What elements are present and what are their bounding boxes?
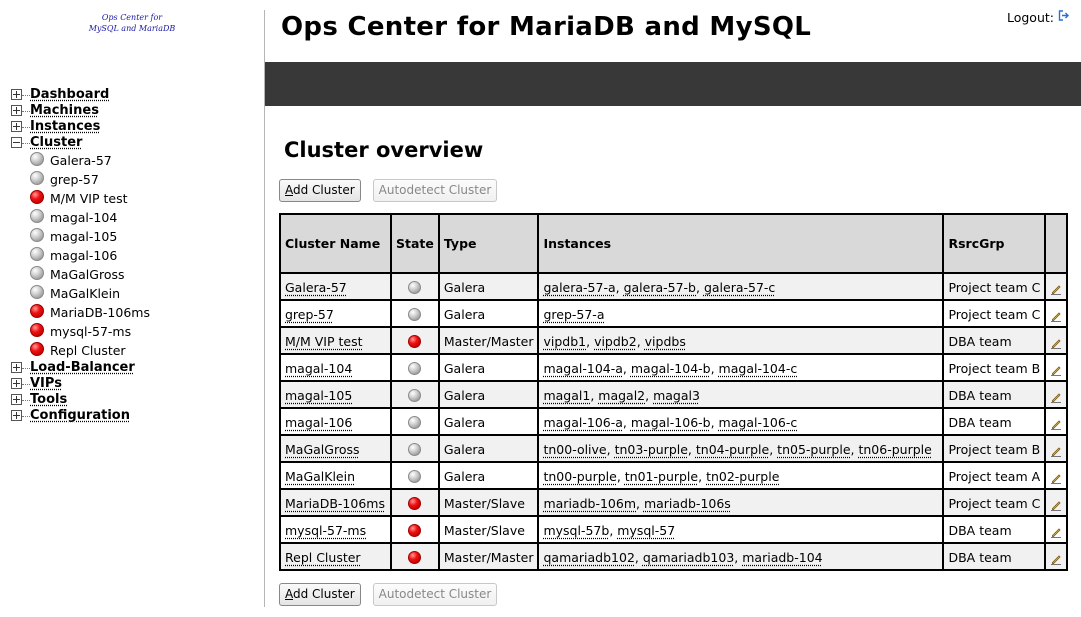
add-cluster-button-bottom[interactable] — [279, 583, 361, 606]
nav-item-load-balancer[interactable] — [10, 360, 260, 376]
pencil-icon[interactable] — [1050, 283, 1062, 295]
cluster-name-link[interactable]: mysql-57-ms — [285, 523, 367, 538]
cell-state — [391, 408, 439, 435]
nav-item-label: Load-Balancer — [30, 360, 135, 375]
table-row — [280, 354, 1067, 381]
button-row-bottom — [279, 583, 497, 606]
nav-item-label: Configuration — [30, 408, 130, 423]
instance-link[interactable]: magal2 — [598, 388, 646, 403]
instance-link[interactable]: magal-106-a — [543, 415, 623, 430]
cell-state — [391, 273, 439, 300]
main-content — [265, 0, 1081, 617]
table-body — [280, 273, 1067, 570]
instance-link[interactable]: magal-106-c — [718, 415, 798, 430]
nav-item-label: Machines — [30, 103, 99, 118]
cluster-tree-item-label: magal-104 — [50, 210, 118, 225]
tree-connector — [22, 368, 30, 369]
tree-connector — [22, 111, 30, 112]
instance-link[interactable]: vipdb2 — [594, 334, 637, 349]
cell-rsrcgrp: Project team C — [943, 273, 1045, 300]
cell-state — [391, 516, 439, 543]
tree-connector — [22, 384, 30, 385]
logo-line-2: MySQL and MariaDB — [88, 24, 176, 33]
instance-link[interactable]: tn05-purple — [777, 442, 851, 457]
cell-instances: mariadb-106m, mariadb-106s — [538, 489, 943, 516]
status-grey-icon — [30, 266, 44, 280]
instance-link[interactable]: mysql-57 — [617, 523, 676, 538]
cell-cluster-name — [280, 516, 391, 543]
instance-link[interactable]: magal-104-a — [543, 361, 623, 376]
cell-type: Galera — [439, 354, 539, 381]
cell-instances: tn00-purple, tn01-purple, tn02-purple — [538, 462, 943, 489]
tree-connector — [22, 143, 30, 144]
logo[interactable] — [82, 12, 182, 34]
status-grey-icon — [408, 308, 421, 321]
autodetect-cluster-button[interactable]: Autodetect Cluster — [373, 179, 498, 202]
cluster-name-link[interactable]: Repl Cluster — [285, 550, 361, 565]
instance-link[interactable]: qamariadb103 — [642, 550, 735, 565]
cluster-name-link[interactable]: MaGalKlein — [285, 469, 356, 484]
expand-toggle-icon[interactable] — [11, 89, 22, 100]
header-bar — [265, 62, 1081, 106]
table-row — [280, 489, 1067, 516]
status-grey-icon — [30, 209, 44, 223]
header-state: State — [391, 214, 439, 273]
instance-link[interactable]: magal-104-c — [718, 361, 798, 376]
pencil-icon[interactable] — [1050, 364, 1062, 376]
nav-item-label: Tools — [30, 392, 68, 407]
instance-link[interactable]: tn01-purple — [624, 469, 699, 484]
cell-instances: qamariadb102, qamariadb103, mariadb-104 — [538, 543, 943, 570]
logo-line-1: Ops Center for — [101, 13, 163, 22]
cell-cluster-name — [280, 354, 391, 381]
cell-type: Galera — [439, 300, 539, 327]
add-cluster-label-bottom: dd Cluster — [293, 587, 355, 601]
cluster-tree-item-label: magal-105 — [50, 229, 118, 244]
add-cluster-label: dd Cluster — [293, 183, 355, 197]
nav-item-label: VIPs — [30, 376, 62, 391]
add-cluster-button[interactable] — [279, 179, 361, 202]
status-red-icon — [30, 323, 44, 337]
cell-type: Master/Master — [439, 543, 539, 570]
logout-link[interactable] — [1007, 10, 1069, 25]
instance-link[interactable]: grep-57-a — [543, 307, 605, 322]
cell-state — [391, 489, 439, 516]
status-red-icon — [408, 497, 421, 510]
cell-rsrcgrp: DBA team — [943, 381, 1045, 408]
table-row — [280, 516, 1067, 543]
cell-type: Galera — [439, 408, 539, 435]
cell-instances: magal-106-a, magal-106-b, magal-106-c — [538, 408, 943, 435]
cluster-tree-item-label: Galera-57 — [50, 153, 112, 168]
cell-type: Master/Slave — [439, 516, 539, 543]
pencil-icon[interactable] — [1050, 472, 1062, 484]
cell-cluster-name — [280, 462, 391, 489]
cluster-tree-item[interactable] — [30, 151, 260, 170]
pencil-icon[interactable] — [1050, 337, 1062, 349]
status-grey-icon — [408, 281, 421, 294]
cell-type: Galera — [439, 462, 539, 489]
nav-item-label: Instances — [30, 119, 101, 134]
cell-edit — [1045, 489, 1067, 516]
instance-link[interactable]: mariadb-104 — [742, 550, 823, 565]
instance-link[interactable]: galera-57-b — [623, 280, 696, 295]
cell-cluster-name — [280, 543, 391, 570]
cell-state — [391, 300, 439, 327]
pencil-icon[interactable] — [1050, 526, 1062, 538]
cell-type: Master/Slave — [439, 489, 539, 516]
cell-instances: mysql-57b, mysql-57 — [538, 516, 943, 543]
button-row-top — [279, 179, 497, 202]
instance-link[interactable]: tn02-purple — [706, 469, 780, 484]
table-row — [280, 462, 1067, 489]
cluster-tree-item[interactable] — [30, 227, 260, 246]
expand-toggle-icon[interactable] — [11, 121, 22, 132]
nav-tree — [10, 87, 260, 424]
cell-edit — [1045, 408, 1067, 435]
instance-link[interactable]: vipdb1 — [543, 334, 587, 349]
cell-instances: vipdb1, vipdb2, vipdbs — [538, 327, 943, 354]
table-row — [280, 435, 1067, 462]
cell-instances: magal-104-a, magal-104-b, magal-104-c — [538, 354, 943, 381]
instance-link[interactable]: magal3 — [653, 388, 700, 403]
cell-type: Galera — [439, 381, 539, 408]
cluster-tree-item-label: MaGalGross — [50, 267, 125, 282]
status-grey-icon — [30, 228, 44, 242]
tree-connector — [22, 400, 30, 401]
status-grey-icon — [408, 443, 421, 456]
nav-item-machines[interactable] — [10, 103, 260, 119]
cluster-tree-item-label: MaGalKlein — [50, 286, 121, 301]
status-grey-icon — [30, 171, 44, 185]
status-red-icon — [408, 335, 421, 348]
cluster-tree-item-label: grep-57 — [50, 172, 99, 187]
cluster-tree-item[interactable] — [30, 189, 260, 208]
pencil-icon[interactable] — [1050, 418, 1062, 430]
table-row — [280, 300, 1067, 327]
expand-toggle-icon[interactable] — [11, 378, 22, 389]
status-grey-icon — [30, 152, 44, 166]
header-type: Type — [439, 214, 539, 273]
table-row — [280, 381, 1067, 408]
instance-link[interactable]: mariadb-106s — [643, 496, 731, 511]
cluster-name-link[interactable]: MariaDB-106ms — [285, 496, 385, 511]
table-row — [280, 543, 1067, 570]
cell-state — [391, 381, 439, 408]
status-red-icon — [408, 551, 421, 564]
cell-type: Master/Master — [439, 327, 539, 354]
cell-cluster-name — [280, 489, 391, 516]
cell-state — [391, 327, 439, 354]
expand-toggle-icon[interactable] — [11, 394, 22, 405]
cell-cluster-name — [280, 408, 391, 435]
nav-item-tools[interactable] — [10, 392, 260, 408]
header-rsrcgrp: RsrcGrp — [943, 214, 1045, 273]
tree-connector — [22, 95, 30, 96]
status-red-icon — [408, 524, 421, 537]
cell-edit — [1045, 516, 1067, 543]
cluster-tree-item[interactable] — [30, 341, 260, 360]
sidebar — [0, 0, 264, 617]
logout-arrow-icon[interactable] — [1058, 10, 1069, 21]
cluster-tree-item[interactable] — [30, 284, 260, 303]
nav-item-configuration[interactable] — [10, 408, 260, 424]
instance-link[interactable]: magal1 — [543, 388, 591, 403]
instance-link[interactable]: tn06-purple — [858, 442, 932, 457]
cell-type: Galera — [439, 273, 539, 300]
cell-edit — [1045, 381, 1067, 408]
pencil-icon[interactable] — [1050, 391, 1062, 403]
cell-cluster-name — [280, 381, 391, 408]
expand-toggle-icon[interactable] — [11, 362, 22, 373]
logout-label: Logout: — [1006, 10, 1054, 25]
add-cluster-accesskey: A — [285, 183, 293, 197]
autodetect-cluster-button-bottom[interactable]: Autodetect Cluster — [373, 583, 498, 606]
cell-edit — [1045, 435, 1067, 462]
cell-cluster-name — [280, 435, 391, 462]
cell-state — [391, 435, 439, 462]
table-row — [280, 273, 1067, 300]
cluster-tree-item[interactable] — [30, 170, 260, 189]
cell-rsrcgrp: DBA team — [943, 543, 1045, 570]
expand-toggle-icon[interactable] — [11, 105, 22, 116]
instance-link[interactable]: tn00-olive — [543, 442, 607, 457]
instance-link[interactable]: magal-104-b — [630, 361, 711, 376]
cell-edit — [1045, 462, 1067, 489]
cluster-table — [279, 213, 1068, 571]
cell-instances: magal1, magal2, magal3 — [538, 381, 943, 408]
cluster-name-link[interactable]: magal-106 — [285, 415, 353, 430]
cell-rsrcgrp: DBA team — [943, 327, 1045, 354]
header-instances: Instances — [538, 214, 943, 273]
cluster-name-link[interactable]: grep-57 — [285, 307, 334, 322]
cluster-name-link[interactable]: magal-104 — [285, 361, 353, 376]
cell-cluster-name — [280, 273, 391, 300]
instance-link[interactable]: magal-106-b — [630, 415, 711, 430]
cell-rsrcgrp: Project team A — [943, 462, 1045, 489]
nav-item-label: Dashboard — [30, 87, 110, 102]
cluster-name-link[interactable]: MaGalGross — [285, 442, 360, 457]
tree-connector — [22, 127, 30, 128]
pencil-icon[interactable] — [1050, 499, 1062, 511]
cell-rsrcgrp: Project team B — [943, 354, 1045, 381]
cluster-name-link[interactable]: M/M VIP test — [285, 334, 363, 349]
expand-toggle-icon[interactable] — [11, 410, 22, 421]
instance-link[interactable]: tn03-purple — [614, 442, 688, 457]
status-grey-icon — [408, 470, 421, 483]
status-grey-icon — [30, 285, 44, 299]
instance-link[interactable]: galera-57-a — [543, 280, 616, 295]
cluster-tree-item-label: magal-106 — [50, 248, 118, 263]
status-grey-icon — [408, 362, 421, 375]
instance-link[interactable]: tn04-purple — [695, 442, 770, 457]
cell-instances: tn00-olive, tn03-purple, tn04-purple, tn05-purple, tn06-purple — [538, 435, 943, 462]
cell-edit — [1045, 543, 1067, 570]
cluster-tree-item[interactable] — [30, 322, 260, 341]
cluster-table-wrap — [279, 213, 1068, 571]
cluster-children — [10, 151, 260, 360]
cell-rsrcgrp: DBA team — [943, 516, 1045, 543]
nav-item-vips[interactable] — [10, 376, 260, 392]
section-title: Cluster overview — [284, 138, 484, 162]
cluster-tree-item[interactable] — [30, 246, 260, 265]
cluster-tree-item[interactable] — [30, 265, 260, 284]
cell-cluster-name — [280, 327, 391, 354]
cell-instances: galera-57-a, galera-57-b, galera-57-c — [538, 273, 943, 300]
cluster-tree-item[interactable] — [30, 303, 260, 322]
nav-item-instances[interactable] — [10, 119, 260, 135]
status-grey-icon — [30, 247, 44, 261]
app-title: Ops Center for MariaDB and MySQL — [281, 12, 812, 42]
cluster-name-link[interactable]: magal-105 — [285, 388, 353, 403]
status-red-icon — [30, 304, 44, 318]
cell-state — [391, 354, 439, 381]
status-red-icon — [30, 342, 44, 356]
header-edit — [1045, 214, 1067, 273]
cell-state — [391, 462, 439, 489]
header-cluster-name: Cluster Name — [280, 214, 391, 273]
instance-link[interactable]: qamariadb102 — [543, 550, 635, 565]
status-grey-icon — [408, 416, 421, 429]
cell-type: Galera — [439, 435, 539, 462]
pencil-icon[interactable] — [1050, 445, 1062, 457]
cell-rsrcgrp: Project team B — [943, 435, 1045, 462]
cluster-tree-item-label: MariaDB-106ms — [50, 305, 150, 320]
cell-edit — [1045, 354, 1067, 381]
cell-state — [391, 543, 439, 570]
add-cluster-accesskey-bottom: A — [285, 587, 293, 601]
cell-edit — [1045, 300, 1067, 327]
status-red-icon — [30, 190, 44, 204]
nav-item-dashboard[interactable] — [10, 87, 260, 103]
instance-link[interactable]: galera-57-c — [703, 280, 776, 295]
collapse-toggle-icon[interactable] — [11, 137, 22, 148]
instance-link[interactable]: tn00-purple — [543, 469, 617, 484]
cell-edit — [1045, 273, 1067, 300]
tree-connector — [22, 416, 30, 417]
cluster-tree-item-label: M/M VIP test — [50, 191, 128, 206]
instance-link[interactable]: mariadb-106m — [543, 496, 636, 511]
nav-item-cluster[interactable] — [10, 135, 260, 151]
table-header-row — [280, 214, 1067, 273]
cell-rsrcgrp: DBA team — [943, 408, 1045, 435]
cluster-tree-item[interactable] — [30, 208, 260, 227]
cell-cluster-name — [280, 300, 391, 327]
table-row — [280, 327, 1067, 354]
instance-link[interactable]: mysql-57b — [543, 523, 610, 538]
cell-edit — [1045, 327, 1067, 354]
instance-link[interactable]: vipdbs — [644, 334, 686, 349]
nav-item-label: Cluster — [30, 135, 83, 150]
pencil-icon[interactable] — [1050, 310, 1062, 322]
cell-rsrcgrp: Project team C — [943, 300, 1045, 327]
cluster-name-link[interactable]: Galera-57 — [285, 280, 347, 295]
cluster-tree-item-label: mysql-57-ms — [50, 324, 132, 339]
cell-instances — [538, 300, 943, 327]
status-grey-icon — [408, 389, 421, 402]
pencil-icon[interactable] — [1050, 553, 1062, 565]
cell-rsrcgrp: Project team C — [943, 489, 1045, 516]
table-row — [280, 408, 1067, 435]
cluster-tree-item-label: Repl Cluster — [50, 343, 126, 358]
